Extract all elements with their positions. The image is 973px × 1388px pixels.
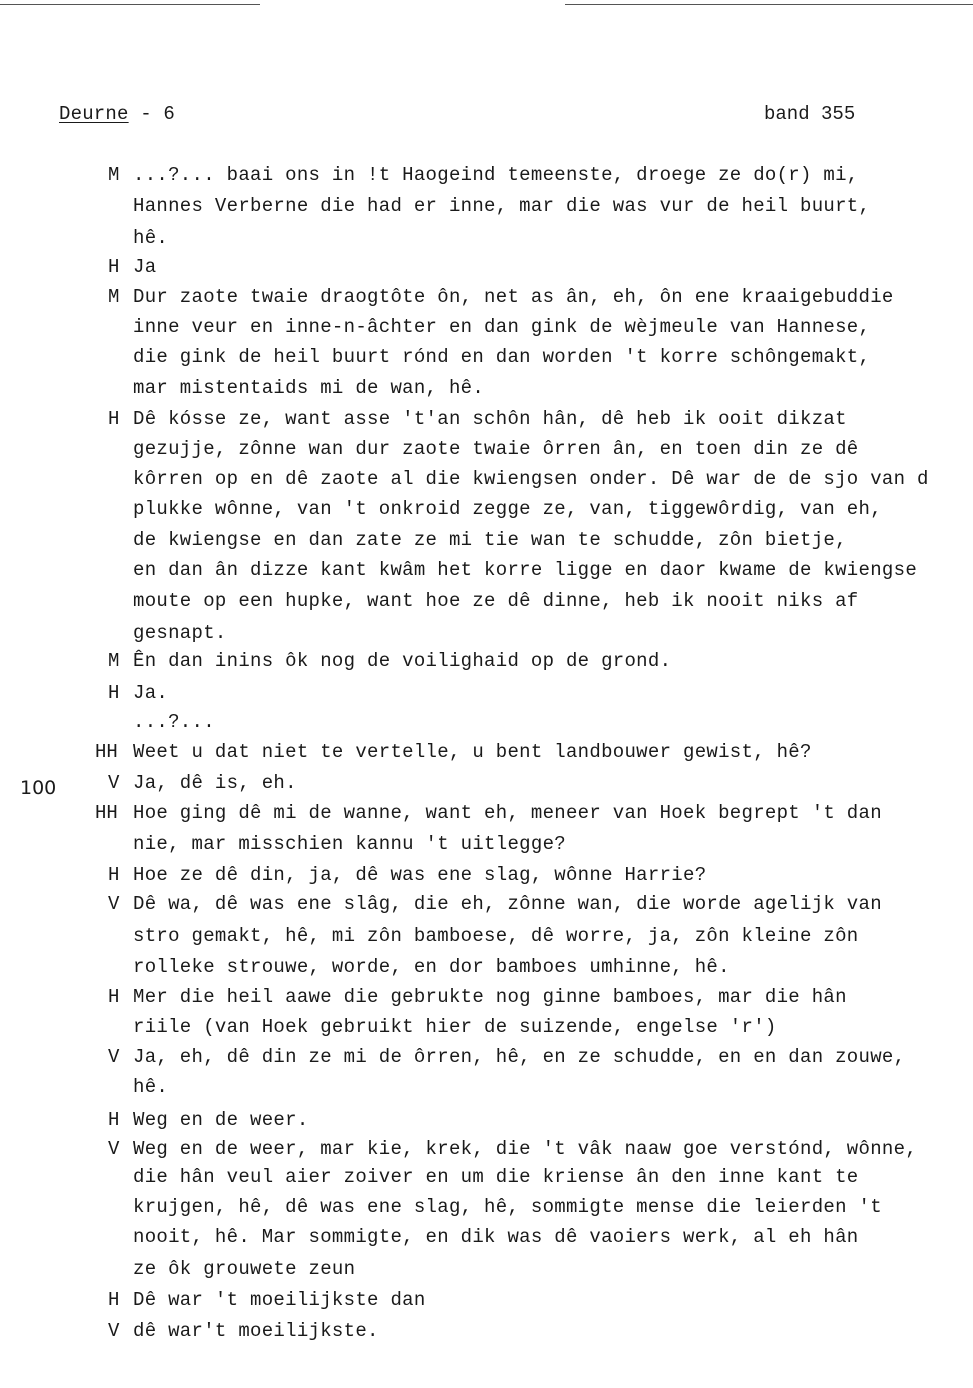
transcript-line: ...?... baai ons in !t Haogeind temeenste, droege ze do(r) mi, — [133, 164, 859, 186]
transcript-line: de kwiengse en dan zate ze mi tie wan te schudde, zôn bietje, — [133, 529, 847, 551]
speaker-label: HH — [95, 741, 118, 763]
transcript-line: stro gemakt, hê, mi zôn bamboese, dê worre, ja, zôn kleine zôn — [133, 925, 859, 947]
margin-line-number: 100 — [20, 777, 57, 799]
transcript-line: mar mistentaids mi de wan, hê. — [133, 377, 485, 399]
page-number: - 6 — [128, 103, 176, 125]
transcript-line: Ja — [133, 256, 157, 278]
transcript-line: Mer die heil aawe die gebrukte nog ginne bamboes, mar die hân — [133, 986, 847, 1008]
speaker-label: V — [108, 1320, 120, 1342]
transcript-line: Hoe ze dê din, ja, dê was ene slag, wônne Harrie? — [133, 864, 707, 886]
transcript-line: dê war't moeilijkste. — [133, 1320, 379, 1342]
page-header-left — [59, 103, 175, 125]
transcript-line: Dê kósse ze, want asse 't'an schôn hân, dê heb ik ooit dikzat — [133, 408, 847, 430]
top-rule-right — [565, 4, 973, 5]
transcript-line: nooit, hê. Mar sommigte, en dik was dê vaoiers werk, al eh hân — [133, 1226, 859, 1248]
speaker-label: V — [108, 893, 120, 915]
transcript-line: ze ôk grouwete zeun — [133, 1258, 356, 1280]
speaker-label: H — [108, 682, 120, 704]
transcript-line: Ên dan inins ôk nog de voilighaid op de grond. — [133, 650, 672, 672]
transcript-line: gezujje, zônne wan dur zaote twaie ôrren ân, en toen din ze dê — [133, 438, 859, 460]
speaker-label: H — [108, 864, 120, 886]
transcript-line: Hannes Verberne die had er inne, mar die was vur de heil buurt, — [133, 195, 871, 217]
speaker-label: M — [108, 650, 120, 672]
transcript-line: gesnapt. — [133, 622, 227, 644]
speaker-label: H — [108, 986, 120, 1008]
transcript-line: Ja, eh, dê din ze mi de ôrren, hê, en ze schudde, en en dan zouwe, — [133, 1046, 906, 1068]
transcript-line: kôrren op en dê zaote al die kwiengsen onder. Dê war de de sjo van d — [133, 468, 929, 490]
speaker-label: M — [108, 164, 120, 186]
speaker-label: H — [108, 256, 120, 278]
transcript-line: hê. — [133, 227, 169, 249]
speaker-label: V — [108, 772, 120, 794]
transcript-line: Dê war 't moeilijkste dan — [133, 1289, 426, 1311]
speaker-label: V — [108, 1138, 120, 1160]
transcript-line: inne veur en inne-n-âchter en dan gink de wèjmeule van Hannese, — [133, 316, 871, 338]
transcript-line: Dê wa, dê was ene slâg, die eh, zônne wan, die worde agelijk van — [133, 893, 882, 915]
band-label: band 355 — [764, 103, 856, 125]
transcript-line: die hân veul aier zoiver en um die kriense ân den inne kant te — [133, 1166, 859, 1188]
transcript-line: die gink de heil buurt rónd en dan worden 't korre schôngemakt, — [133, 346, 871, 368]
top-rule-left — [0, 4, 260, 5]
transcript-line: en dan ân dizze kant kwâm het korre ligge en daor kwame de kwiengse — [133, 559, 918, 581]
transcript-line: Dur zaote twaie draogtôte ôn, net as ân, eh, ôn ene kraaigebuddie — [133, 286, 894, 308]
transcript-line: moute op een hupke, want hoe ze dê dinne, heb ik nooit niks af — [133, 590, 859, 612]
transcript-line: Ja, dê is, eh. — [133, 772, 297, 794]
transcript-line: Ja. — [133, 682, 169, 704]
transcript-line: riile (van Hoek gebruikt hier de suizende, engelse 'r') — [133, 1016, 777, 1038]
speaker-label: HH — [95, 802, 118, 824]
transcript-line: Weg en de weer, mar kie, krek, die 't vâk naaw goe verstónd, wônne, — [133, 1138, 918, 1160]
speaker-label: H — [108, 1289, 120, 1311]
place-name: Deurne — [59, 103, 129, 125]
transcript-line: Weet u dat niet te vertelle, u bent landbouwer gewist, hê? — [133, 741, 812, 763]
speaker-label: H — [108, 1109, 120, 1131]
transcript-line: plukke wônne, van 't onkroid zegge ze, van, tiggewôrdig, van eh, — [133, 498, 882, 520]
transcript-line: ...?... — [133, 711, 215, 733]
transcript-line: hê. — [133, 1076, 169, 1098]
transcript-line: rolleke strouwe, worde, en dor bamboes umhinne, hê. — [133, 956, 730, 978]
transcript-line: Weg en de weer. — [133, 1109, 309, 1131]
transcript-line: Hoe ging dê mi de wanne, want eh, meneer van Hoek begrept 't dan — [133, 802, 882, 824]
speaker-label: M — [108, 286, 120, 308]
transcript-line: nie, mar misschien kannu 't uitlegge? — [133, 833, 566, 855]
transcript-line: krujgen, hê, dê was ene slag, hê, sommigte mense die leierden 't — [133, 1196, 882, 1218]
speaker-label: H — [108, 408, 120, 430]
speaker-label: V — [108, 1046, 120, 1068]
